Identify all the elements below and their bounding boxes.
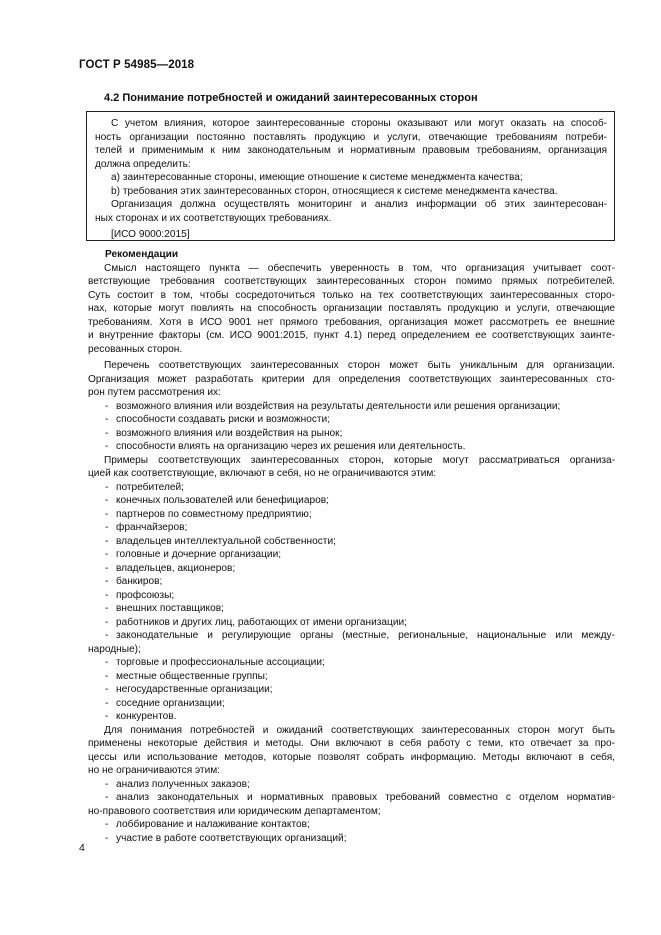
paragraph-line: Перечень соответствующих заинтересованных сторон может быть уникальным для организации. (104, 360, 615, 371)
paragraph-line: Организация может разработать критерии для определения соответствующих заинтересованных сто- (88, 373, 615, 385)
box-line: ных сторонах и их соответствующих требованиях. (95, 212, 332, 224)
list-item: - способности создавать риски и возможности; (105, 414, 331, 425)
list-item: - партнеров по совместному предприятию; (105, 508, 312, 520)
box-line: а) заинтересованные стороны, имеющие отношение к системе менеджмента качества; (111, 172, 523, 183)
list-item: - профсоюзы; (105, 589, 175, 601)
paragraph-line: и внутренние факторы (см. ИСО 9001:2015, пункт 4.1) перед определением ее соответствующих заинте- (88, 330, 615, 341)
quoted-requirement-box (86, 111, 615, 241)
list-item: - конкурентов. (105, 711, 177, 722)
list-item: - анализ законодательных и нормативных правовых требований совместно с отделом норматив- (105, 792, 615, 803)
box-line: должна определить: (95, 158, 191, 170)
list-item: - законодательные и регулирующие органы (местные, региональные, национальные или между- (105, 630, 615, 641)
list-item-continuation: народные); (88, 643, 141, 655)
paragraph-line: но не ограничиваются этим: (88, 765, 220, 776)
paragraph-line: цессы или использование методов, которые позволят собрать информацию. Методы включают в себя, (88, 751, 615, 763)
box-line: телей и применимым к ним законодательным и нормативным правовым требованиям, организация (95, 145, 607, 156)
paragraph-line: ветствующие требования соответствующих заинтересованных сторон помимо прямых потребителей. (88, 276, 615, 287)
list-item: - местные общественные группы; (105, 670, 268, 682)
paragraph-line: рон путем рассмотрения их: (88, 387, 221, 398)
list-item: - внешних поставщиков; (105, 603, 224, 614)
paragraph-line: Для понимания потребностей и ожиданий соответствующих заинтересованных сторон могут быть (104, 724, 615, 736)
list-item: - способности влиять на организацию через их решения или деятельность. (105, 441, 466, 452)
list-item: - работников и других лиц, работающих от имени организации; (105, 616, 407, 628)
section-title: 4.2 Понимание потребностей и ожиданий заинтересованных сторон (104, 92, 478, 104)
list-item: - возможного влияния или воздействия на результаты деятельности или решения организации; (105, 400, 561, 412)
list-item: - негосударственные организации; (105, 684, 273, 695)
list-item: - владельцев, акционеров; (105, 562, 236, 574)
paragraph-line: применены некоторые действия и методы. Они включают в себя работу с теми, кто отвечает за про- (88, 738, 615, 749)
list-item: - франчайзеров; (105, 522, 188, 533)
list-item: - участие в работе соответствующих организаций; (105, 832, 347, 844)
box-reference: [ИСО 9000:2015] (111, 229, 190, 240)
document-header: ГОСТ Р 54985—2018 (79, 59, 195, 71)
paragraph-line: нах, которые могут повлиять на способность организации поставлять продукцию и услуги, отвечающие (88, 303, 615, 314)
list-item: - головные и дочерние организации; (105, 549, 282, 560)
list-item: - потребителей; (105, 481, 184, 493)
recommendations-section (88, 248, 615, 845)
paragraph-line: цией как соответствующие, включают в себя, но не ограничиваются этим: (88, 468, 437, 479)
paragraph-line: Примеры соответствующих заинтересованных сторон, которые могут рассматриваться организа- (104, 454, 615, 466)
list-item: - анализ полученных заказов; (105, 778, 250, 790)
page-number: 4 (79, 842, 85, 854)
list-item: - банкиров; (105, 576, 163, 587)
list-item-continuation: но-правового соответствия или юридическим департаментом; (88, 805, 381, 817)
paragraph-line: ресованных сторон. (88, 343, 183, 355)
box-line: Организация должна осуществлять мониторинг и анализ информации об этих заинтересован- (111, 199, 607, 210)
recommendations-title: Рекомендации (105, 249, 179, 260)
paragraph-line: Смысл настоящего пункта — обеспечить уверенность в том, что организация учитывает соот- (104, 262, 615, 274)
paragraph-line: требованиям. Хотя в ИСО 9001 нет прямого требования, организация может рассмотреть ее внешние (88, 316, 615, 328)
box-line: ность организации постоянно поставлять продукцию и услуги, отвечающие требованиям потреби- (95, 131, 607, 143)
list-item: - торговые и профессиональные ассоциации; (105, 657, 325, 668)
list-item: - возможного влияния или воздействия на рынок; (105, 427, 343, 439)
list-item: - соседние организации; (105, 697, 225, 709)
box-line: С учетом влияния, которое заинтересованные стороны оказывают или могут оказать на способ- (111, 118, 607, 129)
list-item: - конечных пользователей или бенефициаров; (105, 495, 329, 506)
list-item: - лоббирование и налаживание контактов; (105, 819, 310, 830)
list-item: - владельцев интеллектуальной собственности; (105, 535, 336, 547)
paragraph-line: Суть состоит в том, чтобы сосредоточиться только на тех соответствующих заинтересованных сторо- (88, 289, 615, 301)
box-line: b) требования этих заинтересованных сторон, относящиеся к системе менеджмента качества. (111, 185, 558, 197)
